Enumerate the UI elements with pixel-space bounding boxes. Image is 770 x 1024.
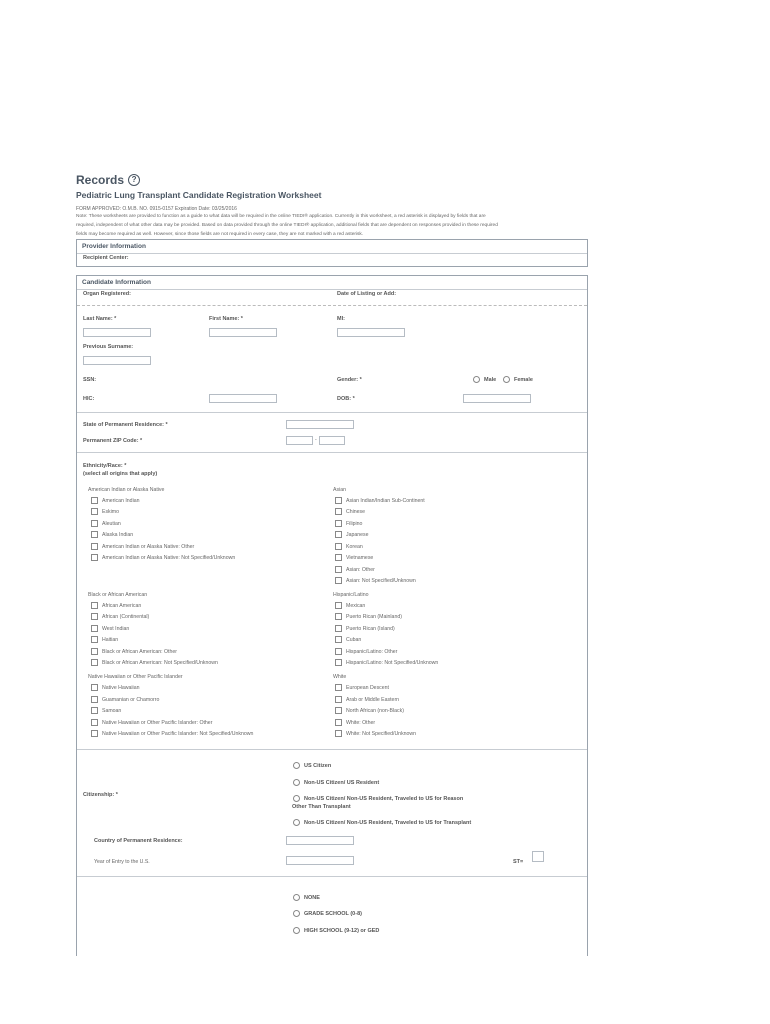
radio-icon — [503, 376, 510, 383]
eth-option[interactable]: North African (non-Black) — [335, 707, 404, 714]
eth-option[interactable]: Japanese — [335, 531, 369, 538]
eth-option[interactable]: American Indian or Alaska Native: Not Specified/Unknown — [91, 554, 235, 561]
checkbox-icon — [335, 625, 342, 632]
eth-option[interactable]: Black or African American: Not Specified/Unknown — [91, 659, 218, 666]
checkbox-icon — [335, 566, 342, 573]
ssn-label: SSN: — [83, 377, 97, 383]
eth-option[interactable]: Asian: Other — [335, 566, 375, 573]
checkbox-icon — [91, 543, 98, 550]
eth-option[interactable]: Asian: Not Specified/Unknown — [335, 577, 416, 584]
citizenship-us-citizen[interactable]: US Citizen — [293, 762, 331, 769]
checkbox-icon — [335, 707, 342, 714]
radio-icon — [293, 819, 300, 826]
eth-option[interactable]: Alaska Indian — [91, 531, 133, 538]
checkbox-icon — [91, 520, 98, 527]
checkbox-icon — [91, 602, 98, 609]
candidate-heading: Candidate Information — [77, 276, 587, 290]
country-residence-label: Country of Permanent Residence: — [94, 838, 183, 844]
organ-registered-label: Organ Registered: — [83, 291, 131, 297]
mi-label: MI: — [337, 316, 345, 322]
eth-option[interactable]: Arab or Middle Eastern — [335, 696, 399, 703]
gender-label: Gender: * — [337, 377, 362, 383]
checkbox-icon — [91, 636, 98, 643]
records-title: Records — [76, 173, 125, 187]
date-listing-label: Date of Listing or Add: — [337, 291, 397, 297]
eth-option[interactable]: White: Other — [335, 719, 375, 726]
eth-option[interactable]: Vietnamese — [335, 554, 373, 561]
citizenship-traveled-transplant[interactable]: Non-US Citizen/ Non-US Resident, Traveled to US for Transplant — [293, 819, 471, 826]
checkbox-icon — [335, 648, 342, 655]
provider-section — [76, 239, 588, 267]
ethnicity-label: Ethnicity/Race: * — [83, 463, 127, 469]
hic-label: HIC: — [83, 396, 95, 402]
divider — [77, 305, 587, 306]
page-title — [76, 172, 586, 188]
year-entry-label: Year of Entry to the U.S. — [94, 859, 150, 865]
state-residence-label: State of Permanent Residence: * — [83, 422, 168, 428]
eth-option[interactable]: European Descent — [335, 684, 389, 691]
previous-surname-label: Previous Surname: — [83, 344, 134, 350]
year-entry-input[interactable] — [286, 856, 354, 865]
country-residence-select[interactable] — [286, 836, 354, 845]
eth-heading-white: White — [333, 674, 347, 680]
hic-input[interactable] — [209, 394, 277, 403]
eth-heading-black: Black or African American — [88, 592, 148, 598]
eth-option[interactable]: Native Hawaiian — [91, 684, 139, 691]
radio-icon — [293, 894, 300, 901]
checkbox-icon — [335, 636, 342, 643]
education-grade-school[interactable]: GRADE SCHOOL (0-8) — [293, 910, 362, 917]
eth-option[interactable]: Asian Indian/Indian Sub-Continent — [335, 497, 425, 504]
checkbox-icon — [91, 531, 98, 538]
checkbox-icon — [335, 659, 342, 666]
citizenship-traveled-other[interactable]: Non-US Citizen/ Non-US Resident, Traveled to US for Reason — [293, 795, 463, 802]
eth-option[interactable]: Hispanic/Latino: Other — [335, 648, 397, 655]
citizenship-label: Citizenship: * — [83, 792, 118, 798]
education-high-school[interactable]: HIGH SCHOOL (9-12) or GED — [293, 927, 379, 934]
last-name-label: Last Name: * — [83, 316, 117, 322]
help-icon[interactable]: ? — [128, 174, 140, 186]
checkbox-icon — [335, 497, 342, 504]
eth-option[interactable]: Samoan — [91, 707, 121, 714]
st-checkbox[interactable] — [532, 851, 544, 862]
checkbox-icon — [335, 531, 342, 538]
checkbox-icon — [91, 730, 98, 737]
eth-option[interactable]: Chinese — [335, 508, 365, 515]
note-line-1: Note: These worksheets are provided to function as a guide to what data will be required in the online TIEDI® application. Currently in this worksheet, a red asterisk is displayed by fields that are — [76, 214, 486, 219]
eth-option[interactable]: White: Not Specified/Unknown — [335, 730, 416, 737]
form-approval: FORM APPROVED: O.M.B. NO. 0915-0157 Expiration Date: 03/25/2016 — [76, 206, 237, 212]
note-line-3: fields may become required as well. However, since those fields are not required in every case, they are not marked with a red asterisk. — [76, 232, 364, 237]
st-label: ST= — [513, 859, 524, 865]
checkbox-icon — [335, 730, 342, 737]
citizenship-traveled-other-cont: Other Than Transplant — [292, 804, 351, 810]
eth-option[interactable]: Haitian — [91, 636, 118, 643]
divider — [77, 412, 587, 413]
checkbox-icon — [91, 613, 98, 620]
radio-icon — [293, 795, 300, 802]
note-line-2: required, independent of what other data may be provided. Based on data provided through the online TIEDI® application, additional fields that are dependent on responses provided in these required — [76, 223, 498, 228]
citizenship-us-resident[interactable]: Non-US Citizen/ US Resident — [293, 779, 379, 786]
eth-option[interactable]: African (Continental) — [91, 613, 149, 620]
checkbox-icon — [335, 508, 342, 515]
checkbox-icon — [91, 719, 98, 726]
eth-heading-hispanic: Hispanic/Latino — [333, 592, 369, 598]
ethnicity-instructions: (select all origins that apply) — [83, 471, 158, 477]
checkbox-icon — [91, 648, 98, 655]
eth-option[interactable]: Black or African American: Other — [91, 648, 177, 655]
gender-male-option[interactable]: Male — [473, 376, 496, 383]
checkbox-icon — [335, 543, 342, 550]
checkbox-icon — [91, 625, 98, 632]
checkbox-icon — [91, 554, 98, 561]
checkbox-icon — [335, 613, 342, 620]
checkbox-icon — [335, 719, 342, 726]
checkbox-icon — [335, 684, 342, 691]
radio-icon — [293, 910, 300, 917]
eth-option[interactable]: Aleutian — [91, 520, 121, 527]
eth-option[interactable]: Filipino — [335, 520, 362, 527]
zip-ext-input[interactable] — [319, 436, 345, 445]
eth-option[interactable]: Cuban — [335, 636, 361, 643]
provider-heading: Provider Information — [77, 240, 587, 254]
divider — [77, 452, 587, 453]
first-name-input[interactable] — [209, 328, 277, 337]
checkbox-icon — [91, 659, 98, 666]
eth-option[interactable]: Korean — [335, 543, 363, 550]
checkbox-icon — [91, 684, 98, 691]
eth-option[interactable]: Puerto Rican (Mainland) — [335, 613, 402, 620]
dob-label: DOB: * — [337, 396, 355, 402]
last-name-input[interactable] — [83, 328, 151, 337]
checkbox-icon — [91, 707, 98, 714]
radio-icon — [293, 762, 300, 769]
education-none[interactable]: NONE — [293, 894, 320, 901]
checkbox-icon — [335, 577, 342, 584]
eth-option[interactable]: African American — [91, 602, 141, 609]
checkbox-icon — [335, 602, 342, 609]
divider — [77, 749, 587, 750]
checkbox-icon — [335, 696, 342, 703]
first-name-label: First Name: * — [209, 316, 243, 322]
radio-icon — [293, 927, 300, 934]
checkbox-icon — [91, 497, 98, 504]
zip-input[interactable] — [286, 436, 313, 445]
candidate-section — [76, 275, 588, 956]
eth-option[interactable]: Native Hawaiian or Other Pacific Islander: Not Specified/Unknown — [91, 730, 253, 737]
gender-female-option[interactable]: Female — [503, 376, 533, 383]
radio-icon — [473, 376, 480, 383]
checkbox-icon — [91, 508, 98, 515]
eth-option[interactable]: West Indian — [91, 625, 129, 632]
previous-surname-input[interactable] — [83, 356, 151, 365]
state-residence-select[interactable] — [286, 420, 354, 429]
eth-option[interactable]: American Indian or Alaska Native: Other — [91, 543, 194, 550]
eth-option[interactable]: Hispanic/Latino: Not Specified/Unknown — [335, 659, 438, 666]
checkbox-icon — [335, 520, 342, 527]
worksheet-subtitle: Pediatric Lung Transplant Candidate Registration Worksheet — [76, 190, 322, 200]
recipient-center-label: Recipient Center: — [83, 255, 129, 261]
dob-input[interactable] — [463, 394, 531, 403]
eth-option[interactable]: Eskimo — [91, 508, 119, 515]
zip-label: Permanent ZIP Code: * — [83, 438, 143, 444]
eth-option[interactable]: Puerto Rican (Island) — [335, 625, 395, 632]
checkbox-icon — [335, 554, 342, 561]
worksheet-page — [76, 172, 586, 239]
eth-heading-asian: Asian — [333, 487, 346, 493]
checkbox-icon — [91, 696, 98, 703]
eth-option[interactable]: Mexican — [335, 602, 365, 609]
eth-option[interactable]: American Indian — [91, 497, 140, 504]
mi-input[interactable] — [337, 328, 405, 337]
eth-option[interactable]: Guamanian or Chamorro — [91, 696, 159, 703]
radio-icon — [293, 779, 300, 786]
divider — [77, 876, 587, 877]
eth-heading-american-indian: American Indian or Alaska Native — [88, 487, 165, 493]
eth-heading-pacific: Native Hawaiian or Other Pacific Islander — [88, 674, 183, 680]
zip-dash: - — [315, 437, 317, 443]
eth-option[interactable]: Native Hawaiian or Other Pacific Islander: Other — [91, 719, 212, 726]
